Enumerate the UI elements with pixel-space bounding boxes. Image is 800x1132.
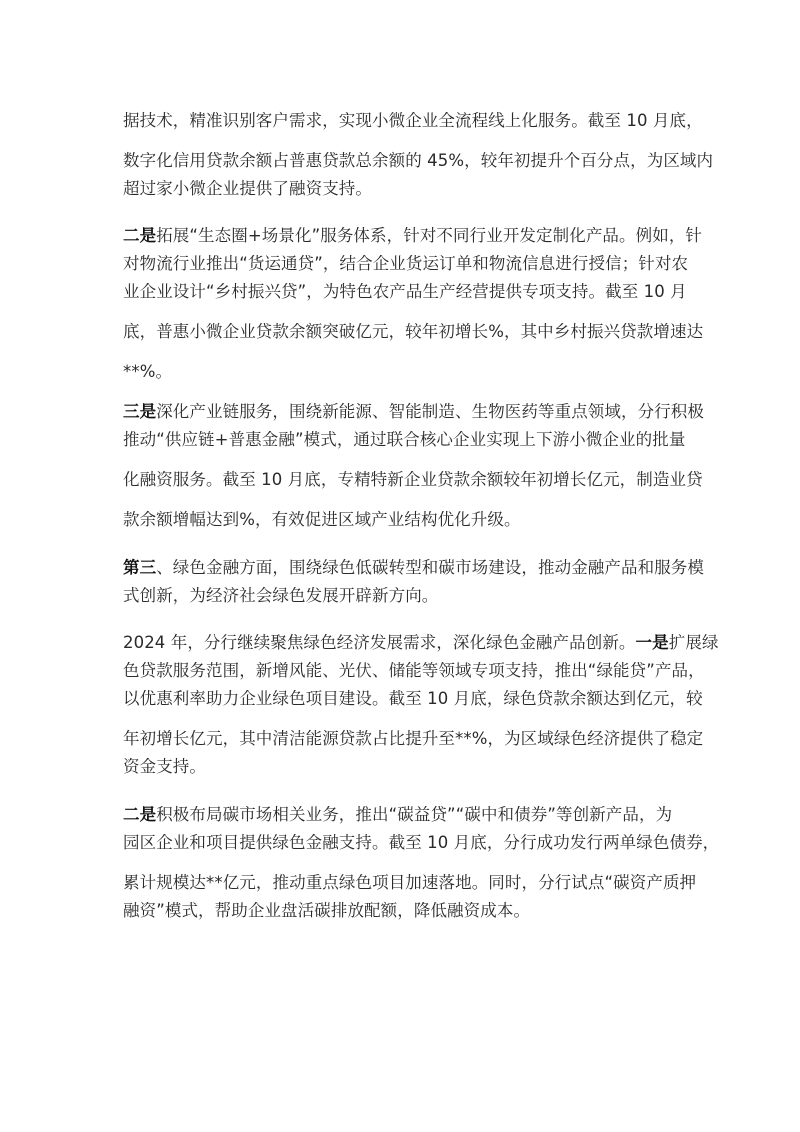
line-text: 园区企业和项目提供绿色金融支持。截至 10 月底，分行成功发行两单绿色债券， <box>123 833 720 852</box>
text-line <box>123 178 372 200</box>
line-text: **%。 <box>123 362 173 381</box>
text-line <box>123 660 705 682</box>
text-line <box>123 429 685 451</box>
line-text: 色贷款服务范围，新增风能、光伏、储能等领域专项支持，推出“绿能贷”产品， <box>123 661 705 680</box>
bold-lead: 第三 <box>123 558 157 577</box>
text-line <box>123 361 172 383</box>
text-line <box>123 585 438 607</box>
line-text: 款余额增幅达到%，有效促进区域产业结构优化升级。 <box>123 510 521 529</box>
bold-lead: 三是 <box>123 402 157 421</box>
line-text: 推动“供应链+普惠金融”模式，通过联合核心企业实现上下游小微企业的批量 <box>123 430 686 449</box>
line-text: 业企业设计“乡村振兴贷”，为特色农产品生产经营提供专项支持。截至 10 月 <box>123 282 687 301</box>
text-line <box>123 321 703 343</box>
text-line <box>123 557 704 579</box>
text-line <box>123 509 521 531</box>
line-text: 数字化信用贷款余额占普惠贷款总余额的 45%，较年初提升个百分点，为区域内 <box>123 151 714 170</box>
text-line <box>123 804 672 826</box>
line-text: 拓展“生态圈+场景化”服务体系，针对不同行业开发定制化产品。例如，针 <box>156 226 703 245</box>
line-text: 式创新，为经济社会绿色发展开辟新方向。 <box>123 586 439 605</box>
line-text: 对物流行业推出“货运通贷”，结合企业货运订单和物流信息进行授信；针对农 <box>123 254 689 273</box>
text-line <box>123 832 719 854</box>
text-line <box>123 688 703 710</box>
text-line <box>123 281 687 303</box>
line-text: 底，普惠小微企业贷款余额突破亿元，较年初增长%，其中乡村振兴贷款增速达 <box>123 322 704 341</box>
line-text: 累计规模达**亿元，推动重点绿色项目加速落地。同时，分行试点“碳资产质押 <box>123 873 697 892</box>
text-line <box>123 756 206 778</box>
text-line <box>123 150 713 172</box>
line-text: 、绿色金融方面，围绕绿色低碳转型和碳市场建设，推动金融产品和服务模 <box>156 558 705 577</box>
text-line <box>123 225 702 247</box>
text-line <box>123 872 696 894</box>
bold-lead: 二是 <box>123 805 157 824</box>
line-text: 积极布局碳市场相关业务，推出“碳益贷”“碳中和债券”等创新产品，为 <box>156 805 673 824</box>
text-line <box>123 110 703 132</box>
line-text: 扩展绿 <box>668 633 719 652</box>
text-line <box>123 632 719 654</box>
line-text: 融资”模式，帮助企业盘活碳排放配额，降低融资成本。 <box>123 901 531 920</box>
line-text: 以优惠利率助力企业绿色项目建设。截至 10 月底，绿色贷款余额达到亿元，较 <box>123 689 703 708</box>
line-text: 资金支持。 <box>123 757 206 776</box>
line-text: 2024 年，分行继续聚焦绿色经济发展需求，深化绿色金融产品创新。 <box>123 633 636 652</box>
bold-lead: 二是 <box>123 226 157 245</box>
line-text: 超过家小微企业提供了融资支持。 <box>123 179 372 198</box>
line-text: 据技术，精准识别客户需求，实现小微企业全流程线上化服务。截至 10 月底， <box>123 111 703 130</box>
text-line <box>123 469 703 491</box>
line-text: 深化产业链服务，围绕新能源、智能制造、生物医药等重点领域，分行积极 <box>156 402 705 421</box>
line-text: 年初增长亿元，其中清洁能源贷款占比提升至**%，为区域绿色经济提供了稳定 <box>123 729 704 748</box>
line-text: 化融资服务。截至 10 月底，专精特新企业贷款余额较年初增长亿元，制造业贷 <box>123 470 703 489</box>
text-line <box>123 728 703 750</box>
text-line <box>123 253 688 275</box>
text-line <box>123 401 704 423</box>
text-line <box>123 900 530 922</box>
bold-lead: 一是 <box>635 633 669 652</box>
